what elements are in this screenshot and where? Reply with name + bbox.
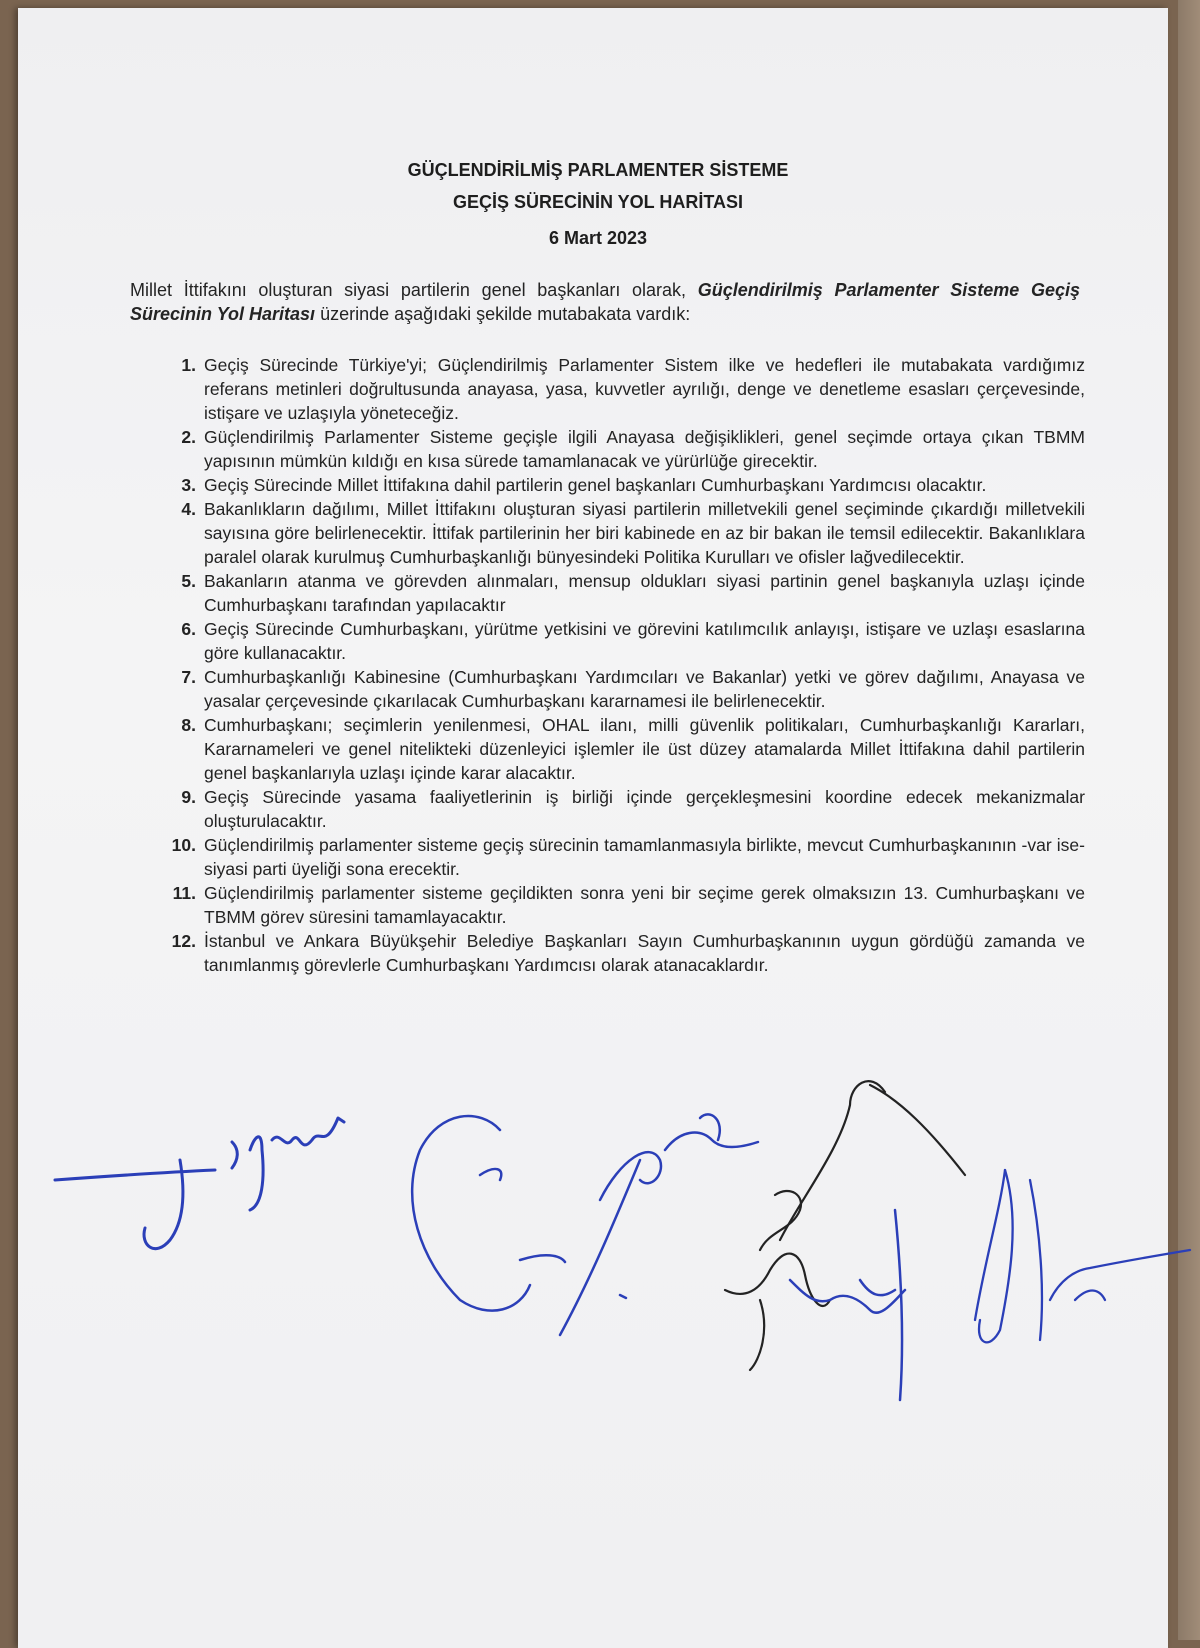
item-text: Güçlendirilmiş Parlamenter Sisteme geçişle ilgili Anayasa değişiklikleri, genel seçimde ortaya çıkan TBMM yapısının mümkün kıldığı en kısa sürede tamamlanacak ve yürürlüğe girecektir.	[204, 427, 1085, 471]
agreement-item	[150, 353, 1085, 425]
item-text: Geçiş Sürecinde Millet İttifakına dahil partilerin genel başkanları Cumhurbaşkanı Yardımcısı olacaktır.	[204, 475, 987, 495]
agreement-item	[150, 569, 1085, 617]
item-number: 6.	[181, 619, 196, 639]
item-number: 7.	[181, 667, 196, 687]
agreement-item	[150, 833, 1085, 881]
intro-paragraph	[130, 278, 1080, 326]
item-text: Bakanların atanma ve görevden alınmaları, mensup oldukları siyasi partinin genel başkanıyla uzlaşı içinde Cumhurbaşkanı tarafından yapılacaktır	[204, 571, 1085, 615]
desk-edge	[1178, 0, 1200, 1640]
agreement-item	[150, 929, 1085, 977]
agreement-item	[150, 425, 1085, 473]
item-text: Geçiş Sürecinde yasama faaliyetlerinin iş birliği içinde gerçekleşmesini koordine edecek mekanizmalar oluşturulacaktır.	[204, 787, 1085, 831]
item-text: Güçlendirilmiş parlamenter sisteme geçiş sürecinin tamamlanmasıyla birlikte, mevcut Cumhurbaşkanının -var ise- siyasi parti üyeliği sona erecektir.	[204, 835, 1085, 879]
item-number: 10.	[171, 835, 196, 855]
document-title	[18, 154, 1178, 254]
agreement-item	[150, 785, 1085, 833]
title-line-1: GÜÇLENDİRİLMİŞ PARLAMENTER SİSTEME	[407, 160, 789, 180]
item-text: Cumhurbaşkanı; seçimlerin yenilenmesi, OHAL ilanı, milli güvenlik politikaları, Cumhurbaşkanlığı Kararları, Kararnameleri ve genel nitelikteki düzenleyici işlemler ile üst düzey atamalarda Millet İttifakına dahil partilerin genel başkanlarıyla uzlaşı içinde karar alacaktır.	[204, 715, 1085, 783]
item-number: 4.	[181, 499, 196, 519]
item-text: Güçlendirilmiş parlamenter sisteme geçildikten sonra yeni bir seçime gerek olmaksızın 13. Cumhurbaşkanı ve TBMM görev süresini tamamlayacaktır.	[204, 883, 1085, 927]
item-text: Geçiş Sürecinde Cumhurbaşkanı, yürütme yetkisini ve görevini katılımcılık anlayışı, istişare ve uzlaşı esaslarına göre kullanacaktır.	[204, 619, 1085, 663]
item-text: Geçiş Sürecinde Türkiye'yi; Güçlendirilmiş Parlamenter Sistem ilke ve hedefleri ile mutabakata vardığımız referans metinleri doğrultusunda anayasa, yasa, kuvvetler ayrılığı, denge ve denetleme esasları çerçevesinde, istişare ve uzlaşıyla yöneteceğiz.	[204, 355, 1085, 423]
item-number: 12.	[171, 931, 196, 951]
item-text: İstanbul ve Ankara Büyükşehir Belediye Başkanları Sayın Cumhurbaşkanının uygun gördüğü zamanda ve tanımlanmış görevlerle Cumhurbaşkanı Yardımcısı olarak atanacaklardır.	[204, 931, 1085, 975]
item-number: 8.	[181, 715, 196, 735]
title-line-2: GEÇİŞ SÜRECİNİN YOL HARİTASI	[452, 192, 744, 212]
document-date: 6 Mart 2023	[548, 228, 648, 248]
item-number: 1.	[181, 355, 196, 375]
item-number: 5.	[181, 571, 196, 591]
item-number: 9.	[181, 787, 196, 807]
agreement-item	[150, 713, 1085, 785]
intro-bold-title: Güçlendirilmiş Parlamenter Sisteme Geçiş Sürecinin Yol Haritası	[130, 280, 1080, 324]
intro-text-2: üzerinde aşağıdaki şekilde mutabakata vardık:	[315, 304, 691, 324]
agreement-item	[150, 473, 1085, 497]
document-sheet	[18, 8, 1168, 1648]
item-number: 3.	[181, 475, 196, 495]
item-number: 11.	[172, 883, 196, 903]
item-text: Bakanlıkların dağılımı, Millet İttifakını oluşturan siyasi partilerin milletvekili genel seçiminde çıkardığı milletvekili sayısına göre belirlenecektir. İttifak partilerinin her biri kabinede en az bir bakan ile temsil edilecektir. Bakanlıklara paralel olarak kurulmuş Cumhurbaşkanlığı bünyesindeki Politika Kurulları ve ofisler lağvedilecektir.	[204, 499, 1085, 567]
agreement-item	[150, 617, 1085, 665]
agreement-item	[150, 665, 1085, 713]
item-number: 2.	[181, 427, 196, 447]
intro-text-1: Millet İttifakını oluşturan siyasi partilerin genel başkanları olarak,	[130, 280, 698, 300]
agreement-item	[150, 497, 1085, 569]
agreement-item	[150, 881, 1085, 929]
agreement-list	[150, 353, 1085, 977]
item-text: Cumhurbaşkanlığı Kabinesine (Cumhurbaşkanı Yardımcıları ve Bakanlar) yetki ve görev dağılımı, Anayasa ve yasalar çerçevesinde çıkarılacak Cumhurbaşkanı kararnamesi ile belirlenecektir.	[204, 667, 1085, 711]
